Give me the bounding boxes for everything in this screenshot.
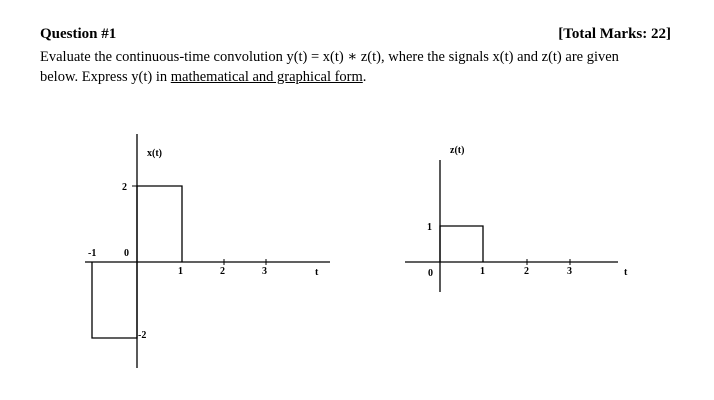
z-plot-axis-label-t: t (624, 267, 628, 278)
x-plot-tick-label-2: 2 (220, 266, 225, 277)
question-title: Question #1 (40, 26, 117, 42)
z-signal-waveform (440, 226, 483, 262)
x-plot-tick-label-3: 3 (262, 266, 267, 277)
x-plot-tick-label-neg1: -1 (88, 248, 97, 259)
graphical-form-link: mathematical and graphical form (170, 69, 363, 85)
z-plot (405, 145, 628, 292)
z-plot-tick-label-0: 0 (428, 268, 433, 279)
question-line-2-suffix: . (362, 69, 367, 85)
x-plot-tick-label-1: 1 (178, 266, 183, 277)
x-plot-axis-label-t: t (315, 267, 319, 278)
question-line-2-prefix: below. Express y(t) in (40, 69, 171, 85)
z-signal-segment-0 (440, 226, 483, 262)
x-plot-y-label-neg2: -2 (138, 330, 147, 341)
x-plot-y-label-2: 2 (122, 182, 127, 193)
z-plot-tick-label-1: 1 (480, 266, 485, 277)
z-plot-title: z(t) (450, 145, 465, 156)
x-signal-segment-0 (92, 262, 137, 338)
x-plot-title: x(t) (147, 148, 162, 159)
x-signal-segment-1 (137, 186, 182, 262)
z-plot-tick-label-3: 3 (567, 266, 572, 277)
total-marks: [Total Marks: 22] (558, 26, 671, 42)
question-line-1: Evaluate the continuous-time convolution y(t) = x(t) ∗ z(t), where the signals x(t) and z(t) are given (40, 49, 619, 65)
z-plot-y-label-1: 1 (427, 222, 432, 233)
z-plot-tick-label-2: 2 (524, 266, 529, 277)
x-plot-tick-label-0: 0 (124, 248, 129, 259)
x-plot (85, 134, 330, 368)
